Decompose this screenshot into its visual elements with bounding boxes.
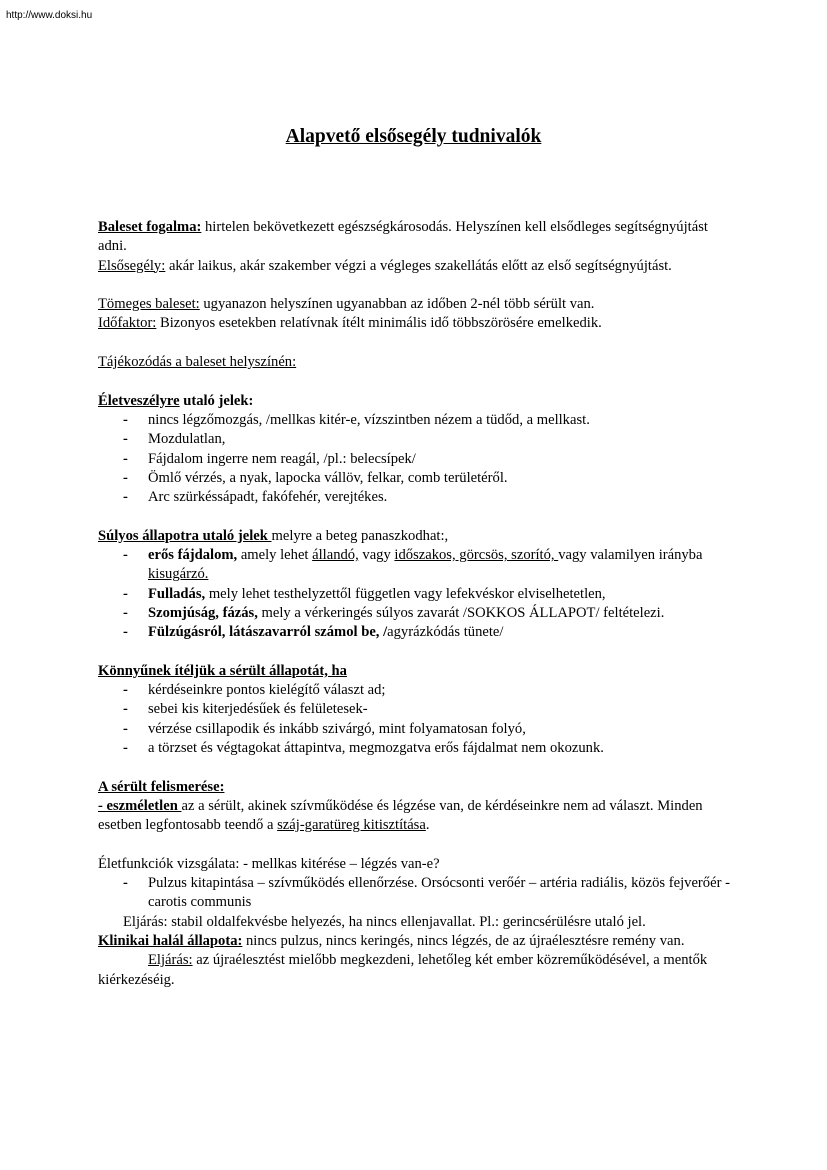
list-item-term: Fülzúgásról, látászavarról számol be, / [148, 624, 388, 641]
list-item-underlined: állandó, [312, 547, 359, 564]
term-idofaktor: Időfaktor: [98, 315, 157, 332]
severe-heading-term: Súlyos állapotra utaló jelek [98, 527, 272, 544]
list-item-text: amely lehet [237, 547, 313, 564]
clinical-procedure [98, 951, 738, 990]
list-item-text: Fájdalom ingerre nem reagál, /pl.: belecsípek/ [148, 450, 416, 467]
list-item: - Szomjúság, fázás, mely a vérkeringés súlyos zavarát /SOKKOS ÁLLAPOT/ feltételezi. [123, 604, 665, 621]
severe-heading-rest: melyre a beteg panaszkodhat:, [271, 527, 449, 544]
recognition-text: az a sérült, akinek szívműködése és légzése van, de kérdéseinkre nem ad választ. Minden esetben legfontosabb teendő a [98, 797, 703, 834]
list-item: - Arc szürkéssápadt, fakófehér, verejtékes. [123, 489, 388, 506]
clinical-procedure-text: az újraélesztést mielőbb megkezdeni, lehetőleg két ember közreműködésével, a mentők kiérkezéséig. [98, 952, 708, 988]
term-tomeges: Tömeges baleset: [98, 296, 200, 313]
list-item-underlined: kisugárzó. [148, 566, 209, 583]
vital-list [98, 874, 738, 913]
source-url[interactable]: http://www.doksi.hu [6, 10, 93, 21]
list-item-text: Arc szürkéssápadt, fakófehér, verejtékes. [148, 489, 388, 506]
paragraph-elsosegely [98, 257, 738, 276]
def-baleset: hirtelen bekövetkezett egészségkárosodás. Helyszínen kell elsődleges segítségnyújtást adni. [98, 219, 708, 255]
list-item-text: Ömlő vérzés, a nyak, lapocka vállöv, felkar, comb területéről. [148, 469, 508, 486]
mild-heading: Könnyűnek ítéljük a sérült állapotát, ha [98, 662, 347, 679]
paragraph-tomeges [98, 295, 738, 314]
list-item-text: Mozdulatlan, [148, 431, 226, 448]
clinical-paragraph [98, 932, 738, 951]
list-item: - sebei kis kiterjedésűek és felületesek- [123, 701, 368, 718]
paragraph-idofaktor [98, 314, 738, 333]
list-item-text: mely a vérkeringés súlyos zavarát /SOKKOS ÁLLAPOT/ feltételezi. [257, 604, 665, 621]
term-elsosegely: Elsősegély: [98, 257, 166, 274]
vital-procedure: Eljárás: stabil oldalfekvésbe helyezés, ha nincs ellenjavallat. Pl.: gerincsérülésre utaló jel. [123, 913, 646, 930]
list-item-term: Fulladás, [148, 585, 206, 602]
life-threat-heading [98, 392, 738, 411]
orientation-heading [98, 353, 738, 372]
recognition-heading: A sérült felismerése: [98, 778, 225, 795]
list-item: - Fulladás, mely lehet testhelyzettől független vagy lefekvéskor elviselhetetlen, [123, 585, 606, 602]
list-item: - a törzset és végtagokat áttapintva, megmozgatva erős fájdalmat nem okozunk. [123, 740, 604, 757]
list-item-text: Pulzus kitapintása – szívműködés ellenőrzése. Orsócsonti verőér – artéria radiális, közös fejverőér - carotis communis [148, 875, 730, 911]
paragraph-baleset [98, 218, 738, 257]
mild-list [98, 681, 738, 758]
list-item-text: mely lehet testhelyzettől független vagy lefekvéskor elviselhetetlen, [205, 585, 606, 602]
life-threat-heading-term: Életveszélyre [98, 392, 180, 409]
list-item-text: a törzset és végtagokat áttapintva, megmozgatva erős fájdalmat nem okozunk. [148, 740, 604, 757]
def-tomeges: ugyanazon helyszínen ugyanabban az időben 2-nél több sérült van. [199, 296, 595, 313]
clinical-text: nincs pulzus, nincs keringés, nincs légzés, de az újraélesztésre remény van. [242, 932, 685, 949]
life-threat-heading-rest: utaló jelek: [179, 392, 254, 409]
list-item: - Mozdulatlan, [123, 431, 226, 448]
list-item-text: kérdéseinkre pontos kielégítő választ ad; [148, 682, 386, 699]
list-item-term: erős fájdalom, [148, 547, 238, 564]
orientation-text: Tájékozódás a baleset helyszínén: [98, 354, 297, 371]
severe-heading [98, 527, 738, 546]
list-item-underlined: időszakos, görcsös, szorító, [394, 547, 559, 564]
clinical-heading: Klinikai halál állapota: [98, 932, 243, 949]
def-idofaktor: Bizonyos esetekben relatívnak ítélt minimális idő többszörösére emelkedik. [156, 315, 602, 332]
list-item: - erős fájdalom, amely lehet állandó, vagy időszakos, görcsös, szorító, vagy valamilyen irányba kisugárzó. [123, 547, 703, 583]
list-item-text: vagy valamilyen irányba [558, 547, 703, 564]
list-item-term: Szomjúság, fázás, [148, 604, 258, 621]
life-threat-list [98, 411, 738, 507]
list-item-text: sebei kis kiterjedésűek és felületesek- [148, 701, 368, 718]
page-title: Alapvető elsősegély tudnivalók [285, 126, 542, 147]
recognition-paragraph [98, 797, 738, 836]
document-body [98, 218, 738, 990]
list-item-text: agyrázkódás tünete/ [387, 624, 504, 641]
term-baleset: Baleset fogalma: [98, 219, 202, 235]
list-item: - Fájdalom ingerre nem reagál, /pl.: belecsípek/ [123, 450, 416, 467]
def-elsosegely: akár laikus, akár szakember végzi a végleges szakellátás előtt az első segítségnyújtást. [165, 257, 672, 274]
list-item: - vérzése csillapodik és inkább szivárgó, mint folyamatosan folyó, [123, 720, 526, 737]
list-item: - kérdéseinkre pontos kielégítő választ ad; [123, 682, 386, 699]
list-item-text: nincs légzőmozgás, /mellkas kitér-e, vízszintben nézem a tüdőd, a mellkast. [148, 411, 590, 428]
list-item: - Fülzúgásról, látászavarról számol be, /agyrázkódás tünete/ [123, 624, 504, 641]
severe-list [98, 546, 738, 642]
list-item: - Ömlő vérzés, a nyak, lapocka vállöv, felkar, comb területéről. [123, 469, 508, 486]
recognition-text-end: . [425, 817, 430, 834]
list-item: - Pulzus kitapintása – szívműködés ellenőrzése. Orsócsonti verőér – artéria radiális, közös fejverőér - carotis communis [123, 875, 730, 911]
vital-line: Életfunkciók vizsgálata: - mellkas kitérése – légzés van-e? [98, 855, 440, 872]
list-item: - nincs légzőmozgás, /mellkas kitér-e, vízszintben nézem a tüdőd, a mellkast. [123, 411, 590, 428]
recognition-underlined: száj-garatüreg kitisztítása [277, 817, 426, 834]
list-item-text: vagy [358, 547, 395, 564]
clinical-procedure-term: Eljárás: [148, 952, 193, 969]
list-item-text: vérzése csillapodik és inkább szivárgó, mint folyamatosan folyó, [148, 720, 526, 737]
recognition-term: - eszméletlen [98, 797, 182, 814]
